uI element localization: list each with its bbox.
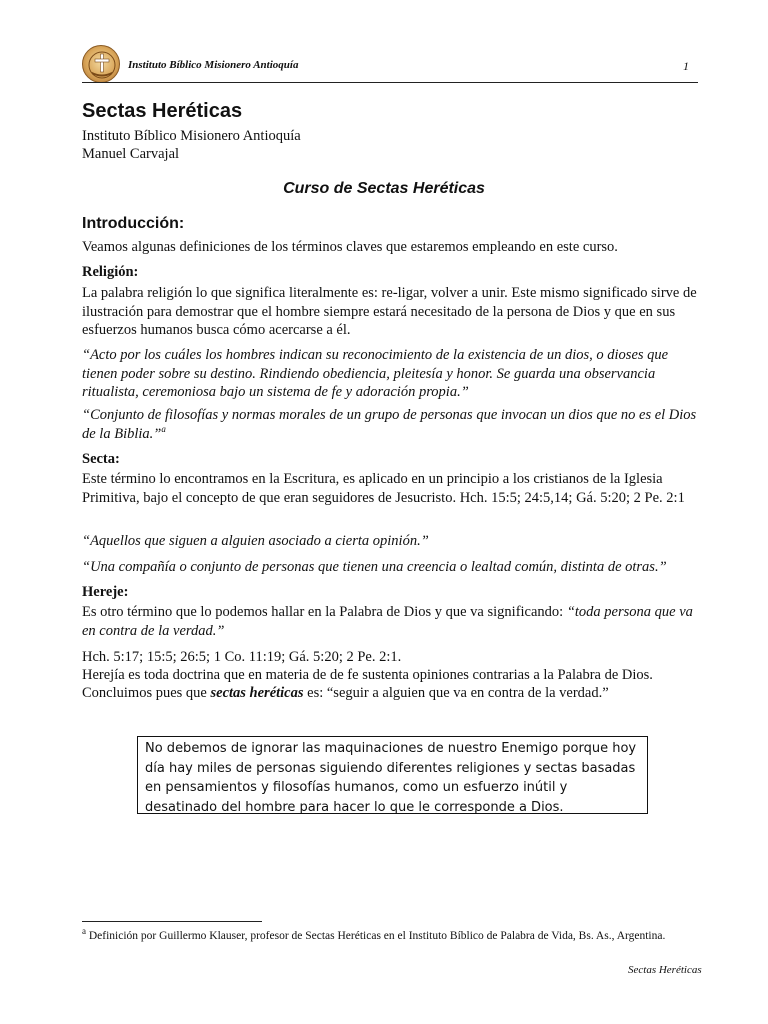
footnote-reference: a (161, 423, 166, 434)
footnote-rule (82, 921, 262, 922)
footnote-text: Definición por Guillermo Klauser, profesor de Sectas Heréticas en el Instituto Bíblico de Palabra de Vida, Bs. As., Argentina. (86, 930, 666, 942)
hereje-text-start: Es otro término que lo podemos hallar en la Palabra de Dios y que va significando: (82, 604, 567, 620)
hereje-references: Hch. 5:17; 15:5; 26:5; 1 Co. 11:19; Gá. 5:20; 2 Pe. 2:1. (82, 649, 402, 665)
hereje-text (82, 603, 707, 640)
author-line: Manuel Carvajal (82, 146, 180, 162)
conclusion-end: es: “seguir a alguien que va en contra de la verdad.” (303, 685, 609, 701)
hereje-term: Hereje: (82, 584, 129, 600)
religion-term: Religión: (82, 264, 139, 280)
institute-line: Instituto Bíblico Misionero Antioquía (82, 128, 301, 144)
document-title: Sectas Heréticas (82, 100, 243, 122)
hereje-text-quote: “toda persona que va en contra de la verdad.” (82, 604, 693, 639)
footnote-mark: a (82, 926, 86, 937)
institute-logo (82, 45, 120, 83)
conclusion-bold: sectas heréticas (210, 685, 304, 701)
intro-heading: Introducción: (82, 215, 185, 232)
header-institute: Instituto Bíblico Misionero Antioquía (128, 59, 299, 71)
herejia-definition: Herejía es toda doctrina que en materia de de fe sustenta opiniones contrarias a la Palabra de Dios. (82, 667, 653, 683)
secta-term: Secta: (82, 451, 120, 467)
religion-quote-2 (82, 406, 707, 443)
secta-quote-1: “Aquellos que siguen a alguien asociado a cierta opinión.” (82, 533, 429, 549)
footer-label: Sectas Heréticas (628, 964, 702, 976)
page-number: 1 (683, 59, 689, 73)
secta-text: Este término lo encontramos en la Escritura, es aplicado en un principio a los cristianos de la Iglesia Primitiva, bajo el concepto de que eran seguidores de Jesucristo. Hch. 15:5; 24:5,14; Gá. 5:20; 2 Pe. 2:1 (82, 471, 685, 506)
callout-box: No debemos de ignorar las maquinaciones de nuestro Enemigo porque hoy día hay miles de personas siguiendo diferentes religiones y sectas basadas en pensamientos y filosofías humanos, como un esfuerzo inútil y desatinado del hombre para hacer lo que le corresponde a Dios. (137, 736, 648, 814)
conclusion-start: Concluimos pues que (82, 685, 211, 701)
intro-text: Veamos algunas definiciones de los términos claves que estaremos empleando en este curso. (82, 239, 618, 255)
header-rule (82, 82, 698, 83)
religion-text: La palabra religión lo que significa literalmente es: re-ligar, volver a unir. Este mismo significado sirve de ilustración para demostrar que el hombre siempre estará necesitado de la persona de Dios y que en sus esfuerzos humanos busca cómo acercarse a él. (82, 285, 697, 338)
conclusion-line (82, 684, 707, 703)
religion-quote-1: “Acto por los cuáles los hombres indican su reconocimiento de la existencia de un dios, o dioses que tienen poder sobre su destino. Rindiendo obediencia, pleitesía y honor. Se guarda una observancia ritualista, ceremoniosa bajo un sistema de fe y adoración propia.” (82, 347, 669, 400)
secta-quote-2: “Una compañía o conjunto de personas que tienen una creencia o lealtad común, distinta de otras.” (82, 559, 667, 575)
footnote (82, 928, 697, 944)
cross-emblem-icon (83, 46, 121, 84)
religion-quote-2-text: “Conjunto de filosofías y normas morales de un grupo de personas que invocan un dios que no es el Dios de la Biblia.” (82, 407, 697, 442)
course-title: Curso de Sectas Heréticas (283, 180, 485, 197)
